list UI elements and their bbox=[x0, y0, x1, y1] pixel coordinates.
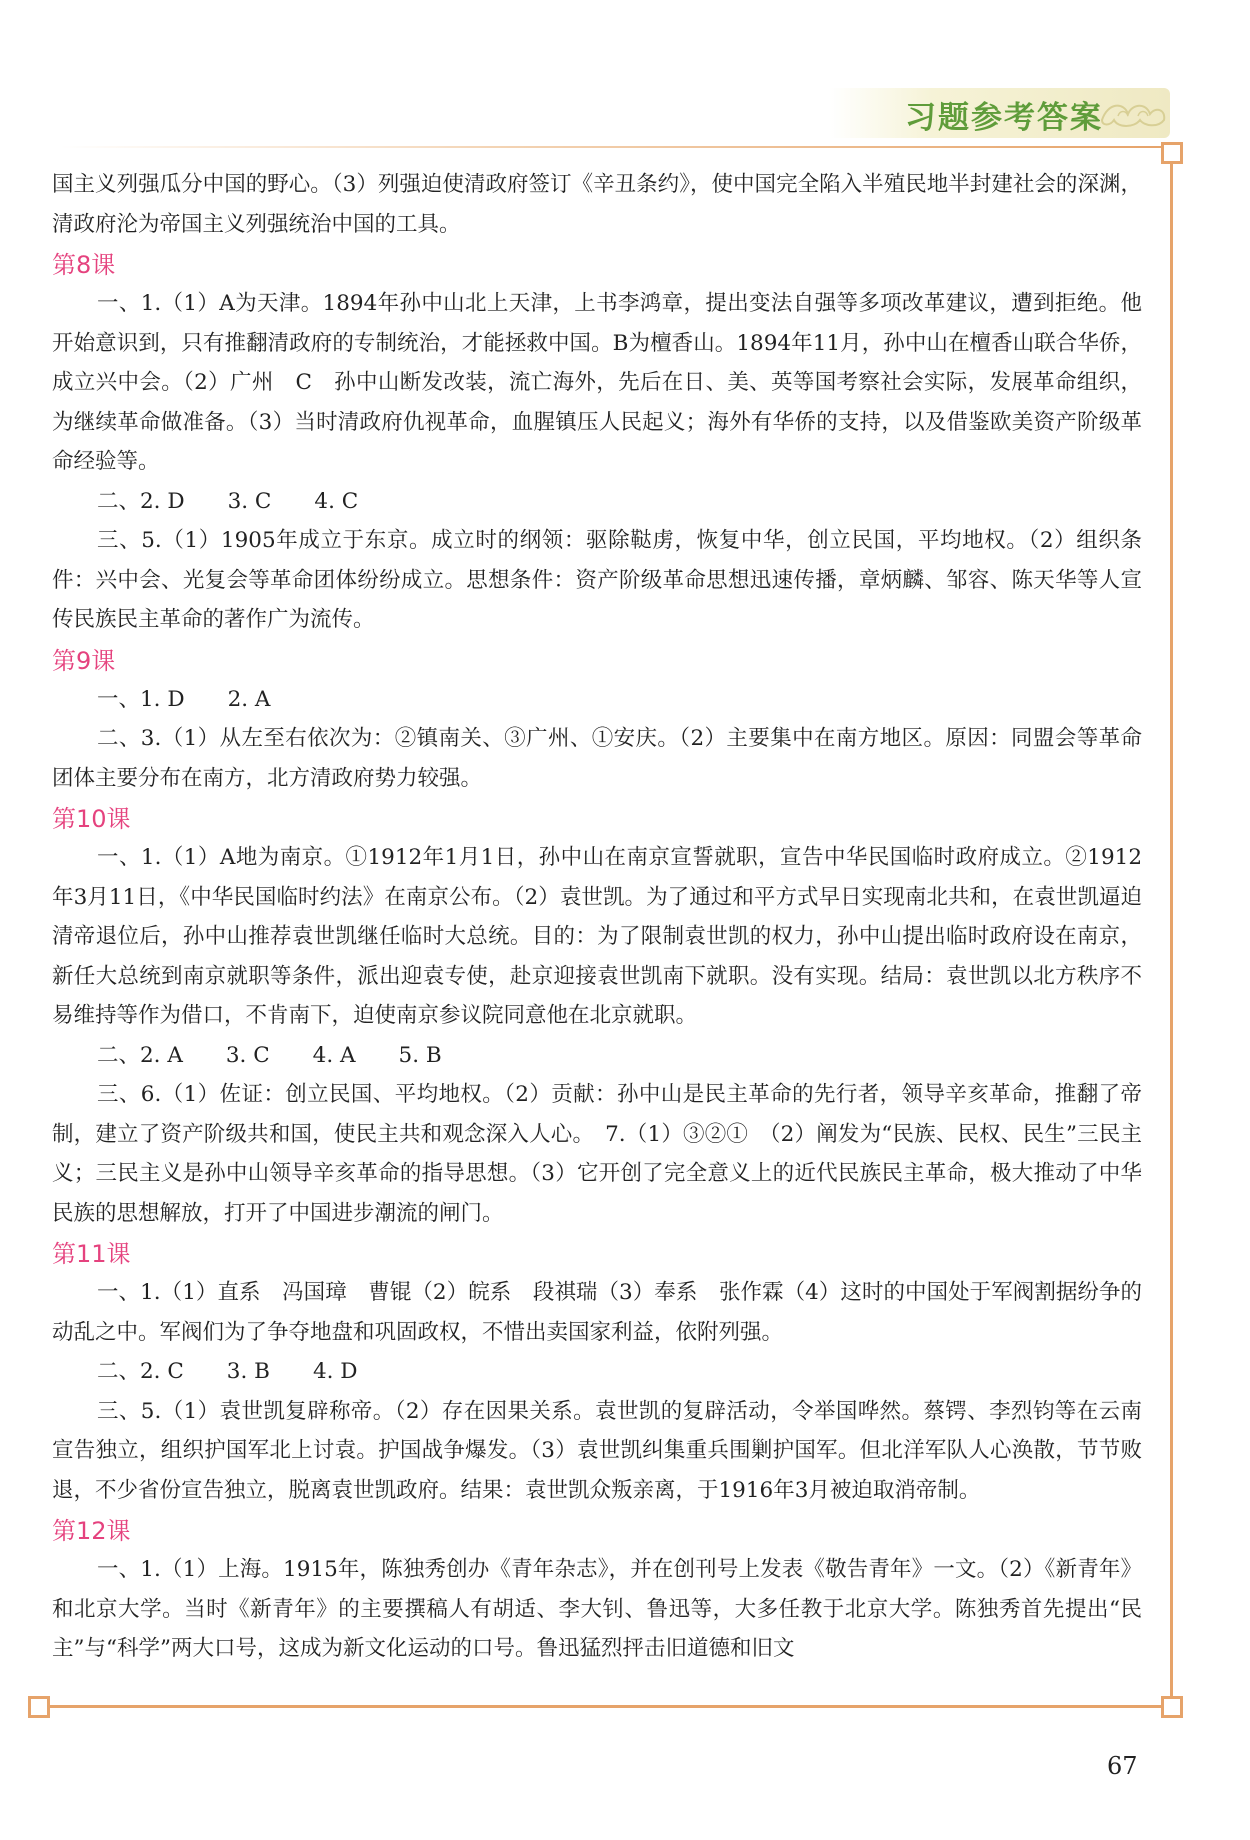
paragraph: 三、5.（1）袁世凯复辟称帝。（2）存在因果关系。袁世凯的复辟活动，令举国哗然。蔡锷、李烈钧等在云南宣告独立，组织护国军北上讨袁。护国战争爆发。（3）袁世凯纠集重兵围剿护国军。但北洋军队人心涣散，节节败退，不少省份宣告独立，脱离袁世凯政府。结果：袁世凯众叛亲离，于1916年3月被迫取消帝制。 bbox=[52, 1398, 1142, 1503]
paragraph: 三、6.（1）佐证：创立民国、平均地权。（2）贡献：孙中山是民主革命的先行者，领导辛亥革命，推翻了帝制，建立了资产阶级共和国，使民主共和观念深入人心。 7.（1）③②① （2）阐发为“民族、民权、民生”三民主义；三民主义是孙中山领导辛亥革命的指导思想。（3）它开创了完全意义上的近代民族民主革命，极大推动了中华民族的思想解放，打开了中国进步潮流的闸门。 bbox=[52, 1082, 1142, 1226]
lesson-heading: 第12课 bbox=[52, 1517, 131, 1545]
lesson-heading: 第9课 bbox=[52, 646, 116, 675]
paragraph: 国主义列强瓜分中国的野心。（3）列强迫使清政府签订《辛丑条约》，使中国完全陷入半殖民地半封建社会的深渊，清政府沦为帝国主义列强统治中国的工具。 bbox=[52, 172, 1142, 237]
paragraph: 一、1.（1）A为天津。1894年孙中山北上天津，上书李鸿章，提出变法自强等多项改革建议，遭到拒绝。他开始意识到，只有推翻清政府的专制统治，才能拯救中国。B为檀香山。1894年11月，孙中山在檀香山联合华侨，成立兴中会。（2）广州 C 孙中山断发改装，流亡海外，先后在日、美、英等国考察社会实际，发展革命组织，为继续革命做准备。（3）当时清政府仇视革命，血腥镇压人民起义；海外有华侨的支持，以及借鉴欧美资产阶级革命经验等。 bbox=[52, 291, 1142, 474]
lesson-heading: 第8课 bbox=[52, 251, 116, 279]
cloud-ornament-icon bbox=[1098, 92, 1168, 134]
paragraph: 一、1.（1）A地为南京。①1912年1月1日，孙中山在南京宣誓就职，宣告中华民国临时政府成立。②1912年3月11日，《中华民国临时约法》在南京公布。（2）袁世凯。为了通过和平方式早日实现南北共和，在袁世凯逼迫清帝退位后，孙中山推荐袁世凯继任临时大总统。目的：为了限制袁世凯的权力，孙中山提出临时政府设在南京，新任大总统到南京就职等条件，派出迎袁专使，赴京迎接袁世凯南下就职。没有实现。结局：袁世凯以北方秩序不易维持等作为借口，不肯南下，迫使南京参议院同意他在北京就职。 bbox=[52, 845, 1142, 1028]
paragraph: 二、3.（1）从左至右依次为：②镇南关、③广州、①安庆。（2）主要集中在南方地区。原因：同盟会等革命团体主要分布在南方，北方清政府势力较强。 bbox=[52, 726, 1142, 791]
lesson-heading: 第11课 bbox=[52, 1240, 131, 1268]
paragraph: 二、2. A 3. C 4. A 5. B bbox=[97, 1042, 442, 1068]
lesson-heading: 第10课 bbox=[52, 805, 131, 833]
answer-content bbox=[52, 165, 1142, 1669]
frame-corner bbox=[1161, 1696, 1183, 1718]
header-rule bbox=[60, 146, 1168, 148]
frame-corner bbox=[1161, 142, 1183, 164]
paragraph: 三、5.（1）1905年成立于东京。成立时的纲领：驱除鞑虏，恢复中华，创立民国，平均地权。（2）组织条件：兴中会、光复会等革命团体纷纷成立。思想条件：资产阶级革命思想迅速传播，章炳麟、邹容、陈天华等人宣传民族民主革命的著作广为流传。 bbox=[52, 528, 1142, 632]
paragraph: 一、1.（1）上海。1915年，陈独秀创办《青年杂志》，并在创刊号上发表《敬告青年》一文。（2）《新青年》和北京大学。当时《新青年》的主要撰稿人有胡适、李大钊、鲁迅等，大多任教于北京大学。陈独秀首先提出“民主”与“科学”两大口号，这成为新文化运动的口号。鲁迅猛烈抨击旧道德和旧文 bbox=[52, 1557, 1142, 1661]
section-title: 习题参考答案 bbox=[905, 100, 1103, 136]
paragraph: 二、2. D 3. C 4. C bbox=[97, 488, 359, 514]
paragraph: 一、1.（1）直系 冯国璋 曹锟（2）皖系 段祺瑞（3）奉系 张作霖（4）这时的中国处于军阀割据纷争的动乱之中。军阀们为了争夺地盘和巩固政权，不惜出卖国家利益，依附列强。 bbox=[52, 1280, 1142, 1345]
page-number: 67 bbox=[1107, 1752, 1138, 1780]
paragraph: 二、2. C 3. B 4. D bbox=[97, 1359, 358, 1384]
frame-corner bbox=[28, 1696, 50, 1718]
paragraph: 一、1. D 2. A bbox=[97, 686, 271, 712]
